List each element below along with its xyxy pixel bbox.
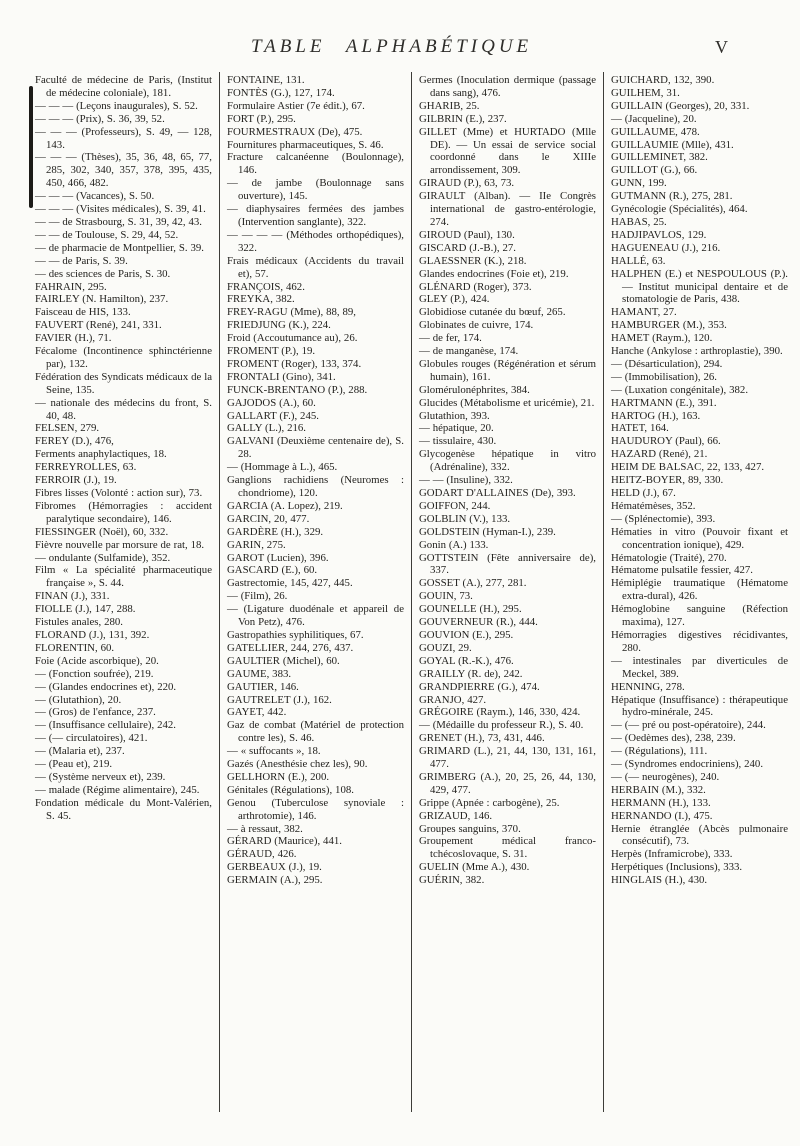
index-entry: GOIFFON, 244.	[419, 499, 491, 512]
index-entry: — (Oedèmes des), 238, 239.	[611, 732, 736, 745]
index-entry: GILBRIN (E.), 237.	[419, 112, 507, 125]
index-entry: GOSSET (A.), 277, 281.	[419, 577, 527, 590]
index-entry: GATELLIER, 244, 276, 437.	[227, 641, 354, 654]
index-entry: Gastropathies syphilitiques, 67.	[227, 628, 364, 641]
index-entry: Hanche (Ankylose : arthroplastie), 390.	[611, 345, 783, 358]
index-entry: HATET, 164.	[611, 422, 669, 435]
index-entry: — (Jacqueline), 20.	[611, 112, 697, 125]
index-entry: FLORAND (J.), 131, 392.	[35, 628, 150, 641]
index-entry: Grippe (Apnée : carbogène), 25.	[419, 796, 560, 809]
index-entry: — (Gros) de l'enfance, 237.	[35, 706, 156, 719]
index-entry: FRONTALI (Gino), 341.	[227, 370, 336, 383]
index-entry: — (Glutathion), 20.	[35, 693, 122, 706]
index-entry: Frais médicaux (Accidents du travail et), 57.	[227, 254, 404, 280]
index-entry: GLEY (P.), 424.	[419, 293, 490, 306]
index-entry: GODART D'ALLAINES (De), 393.	[419, 487, 576, 499]
index-entry: FAVIER (H.), 71.	[35, 332, 112, 345]
index-entry: Ganglions rachidiens (Neuromes : chondriome), 120.	[227, 474, 404, 499]
index-entry: — de fer, 174.	[419, 332, 482, 345]
index-entry: — à ressaut, 382.	[227, 822, 303, 835]
index-entry: GASCARD (E.), 60.	[227, 564, 318, 577]
index-entry: GAULTIER (Michel), 60.	[227, 654, 340, 667]
index-entry: FELSEN, 279.	[35, 422, 100, 435]
index-entry: Fibromes (Hémorragies : accident paralytique secondaire), 146.	[35, 499, 212, 525]
index-entry: HAMET (Raym.), 120.	[611, 332, 713, 345]
index-entry: FREY-RAGU (Mme), 88, 89,	[227, 306, 356, 319]
index-entry: HALLÉ, 63.	[611, 254, 666, 267]
index-entry: GRANDPIERRE (G.), 474.	[419, 680, 540, 693]
index-entry: — (Désarticulation), 294.	[611, 357, 723, 370]
index-entry: FERROIR (J.), 19.	[35, 474, 117, 487]
index-entry: GAROT (Lucien), 396.	[227, 551, 329, 564]
index-entry: GERMAIN (A.), 295.	[227, 874, 323, 887]
index-entry: Hémiplégie traumatique (Hématome extra-dural), 426.	[611, 577, 788, 603]
index-entry: — (Fonction soufrée), 219.	[35, 667, 154, 680]
index-entry: GUILHEM, 31.	[611, 86, 680, 99]
index-entry: GIRAULT (Alban). — IIe Congrès international de gastro-entérologie, 274.	[419, 190, 596, 228]
index-entry: — — — (Vacances), S. 50.	[35, 190, 155, 203]
index-entry: FRIEDJUNG (K.), 224.	[227, 319, 331, 332]
index-entry: FONTÈS (G.), 127, 174.	[227, 86, 335, 99]
index-entry: GRANJO, 427.	[419, 693, 487, 706]
index-entry: GLAESSNER (K.), 218.	[419, 254, 527, 267]
index-entry: HAMBURGER (M.), 353.	[611, 319, 727, 332]
index-entry: HERMANN (H.), 133.	[611, 796, 711, 809]
index-entry: Fournitures pharmaceutiques, S. 46.	[227, 138, 384, 151]
index-entry: — — de Strasbourg, S. 31, 39, 42, 43.	[35, 215, 202, 228]
index-entry: — (Syndromes endocriniens), 240.	[611, 758, 764, 771]
index-entry: HEITZ-BOYER, 89, 330.	[611, 474, 724, 487]
index-entry: GAUME, 383.	[227, 667, 292, 680]
index-entry: Glomérulonéphrites, 384.	[419, 383, 530, 396]
index-entry: HAGUENEAU (J.), 216.	[611, 241, 721, 254]
index-entry: Formulaire Astier (7e édit.), 67.	[227, 99, 365, 112]
index-entry: — de jambe (Boulonnage sans ouverture), 145.	[227, 177, 404, 203]
index-entry: Genou (Tuberculose synoviale : arthrotomie), 146.	[227, 796, 404, 822]
index-entry: Ferments anaphylactiques, 18.	[35, 448, 167, 461]
index-entry: Globinates de cuivre, 174.	[419, 319, 534, 332]
index-entry: — intestinales par diverticules de Meckel, 389.	[611, 654, 788, 680]
index-entry: — — — (Leçons inaugurales), S. 52.	[35, 99, 198, 112]
page-title: TABLE ALPHABÉTIQUE	[250, 36, 533, 57]
index-entry: FINAN (J.), 331.	[35, 590, 110, 603]
index-entry: Hernie étranglée (Abcès pulmonaire consécutif), 73.	[611, 822, 788, 848]
index-entry: Globules rouges (Régénération et sérum humain), 161.	[419, 357, 596, 383]
index-entry: — de pharmacie de Montpellier, S. 39.	[35, 241, 204, 254]
index-entry: — malade (Régime alimentaire), 245.	[35, 783, 200, 796]
index-entry: — — de Toulouse, S. 29, 44, 52.	[35, 228, 179, 241]
index-entry: — (Malaria et), 237.	[35, 745, 125, 758]
index-entry: Génitales (Régulations), 108.	[227, 783, 354, 796]
index-entry: FIOLLE (J.), 147, 288.	[35, 603, 136, 616]
index-entry: HABAS, 25.	[611, 215, 667, 228]
index-entry: — (— pré ou post-opératoire), 244.	[611, 719, 766, 732]
index-entry: Hématologie (Traité), 270.	[611, 551, 727, 564]
index-entry: — (Peau et), 219.	[35, 758, 113, 771]
index-entry: — (— neurogènes), 240.	[611, 770, 720, 783]
index-entry: GOLDSTEIN (Hyman-I.), 239.	[419, 525, 556, 538]
index-entry: Film « La spécialité pharmaceutique française », S. 44.	[35, 564, 212, 590]
index-entry: — (Régulations), 111.	[611, 745, 708, 758]
index-entry: Gastrectomie, 145, 427, 445.	[227, 577, 353, 590]
index-entry: FORT (P.), 295.	[227, 112, 296, 125]
index-entry: GRIZAUD, 146.	[419, 809, 493, 822]
index-entry: Fédération des Syndicats médicaux de la Seine, 135.	[35, 370, 212, 396]
index-entry: — (Système nerveux et), 239.	[35, 770, 166, 783]
index-column	[603, 72, 795, 1112]
index-entry: GARDÈRE (H.), 329.	[227, 525, 324, 538]
index-entry: GARIN, 275.	[227, 538, 286, 551]
index-entry: GARCIA (A. Lopez), 219.	[227, 499, 343, 512]
index-entry: Glucides (Métabolisme et uricémie), 21.	[419, 396, 595, 409]
index-entry: GLÉNARD (Roger), 373.	[419, 280, 532, 293]
index-entry: GIROUD (Paul), 130.	[419, 228, 515, 241]
index-entry: GILLET (Mme) et HURTADO (Mlle DE). — Un essai de service social coordonné dans le XIIIe arrondissement, 309.	[419, 125, 596, 177]
index-entry: GALVANI (Deuxième centenaire de), S. 28.	[227, 435, 404, 461]
index-entry: HERNANDO (I.), 475.	[611, 809, 713, 822]
index-entry: Fécalome (Incontinence sphinctérienne par), 132.	[35, 345, 212, 370]
index-entry: GUÉRIN, 382.	[419, 874, 485, 887]
index-entry: — ondulante (Sulfamide), 352.	[35, 551, 171, 564]
index-entry: HARTMANN (E.), 391.	[611, 396, 717, 409]
index-entry: GRIMBERG (A.), 20, 25, 26, 44, 130, 429, 477.	[419, 770, 596, 796]
index-entry: HENNING, 278.	[611, 680, 685, 693]
index-entry: GOUVERNEUR (R.), 444.	[419, 616, 538, 629]
index-entry: FONTAINE, 131.	[227, 74, 305, 86]
index-entry: Groupement médical franco-tchécoslovaque, S. 31.	[419, 835, 596, 861]
index-entry: GUILLAIN (Georges), 20, 331.	[611, 99, 750, 112]
index-entry: GAUTRELET (J.), 162.	[227, 693, 332, 706]
index-entry: GOLBLIN (V.), 133.	[419, 512, 511, 525]
index-entry: FAUVERT (René), 241, 331.	[35, 319, 162, 332]
index-entry: Gaz de combat (Matériel de protection contre les), S. 46.	[227, 719, 404, 745]
index-entry: HEIM DE BALSAC, 22, 133, 427.	[611, 461, 765, 474]
index-entry: HERBAIN (M.), 332.	[611, 783, 706, 796]
page-number: V	[715, 37, 728, 57]
index-entry: Herpétiques (Inclusions), 333.	[611, 861, 743, 874]
index-entry: HAMANT, 27.	[611, 306, 677, 319]
index-entry: — (Insuffisance cellulaire), 242.	[35, 719, 177, 732]
index-entry: — « suffocants », 18.	[227, 745, 321, 758]
index-column	[33, 72, 219, 1112]
index-entry: GOUVION (E.), 295.	[419, 628, 514, 641]
index-entry: Germes (Inoculation dermique (passage dans sang), 476.	[419, 74, 596, 99]
index-entry: — — — (Thèses), 35, 36, 48, 65, 77, 285, 302, 340, 357, 378, 395, 435, 450, 466, 482.	[35, 151, 212, 190]
index-entry: Glutathion, 393.	[419, 409, 490, 422]
index-entry: Faculté de médecine de Paris, (Institut de médecine coloniale), 181.	[35, 74, 212, 99]
index-entry: Gazés (Anesthésie chez les), 90.	[227, 758, 368, 771]
index-column	[219, 72, 411, 1112]
index-entry: GUTMANN (R.), 275, 281.	[611, 190, 733, 203]
index-entry: — — — (Visites médicales), S. 39, 41.	[35, 203, 206, 216]
index-entry: Fibres lisses (Volonté : action sur), 73.	[35, 487, 203, 499]
index-entry: HAZARD (René), 21.	[611, 448, 708, 461]
index-entry: HAUDUROY (Paul), 66.	[611, 435, 721, 448]
index-entry: FAHRAIN, 295.	[35, 280, 107, 293]
index-entry: — (Hommage à L.), 465.	[227, 461, 338, 474]
index-entry: GUILLAUME, 478.	[611, 125, 700, 138]
index-entry: FUNCK-BRENTANO (P.), 288.	[227, 383, 368, 396]
index-entry: GAUTIER, 146.	[227, 680, 299, 693]
index-entry: HARTOG (H.), 163.	[611, 409, 701, 422]
index-entry: — (— circulatoires), 421.	[35, 732, 148, 745]
index-entry: FLORENTIN, 60.	[35, 641, 115, 654]
index-entry: HELD (J.), 67.	[611, 487, 676, 499]
index-entry: Foie (Acide ascorbique), 20.	[35, 654, 159, 667]
index-entry: HINGLAIS (H.), 430.	[611, 874, 708, 887]
index-entry: Gynécologie (Spécialités), 464.	[611, 203, 748, 216]
index-entry: — des sciences de Paris, S. 30.	[35, 267, 171, 280]
index-entry: Groupes sanguins, 370.	[419, 822, 521, 835]
index-entry: FIESSINGER (Noël), 60, 332.	[35, 525, 169, 538]
index-entry: FROMENT (Roger), 133, 374.	[227, 357, 362, 370]
index-columns	[33, 72, 795, 1112]
index-entry: Herpès (Inframicrobe), 333.	[611, 848, 733, 861]
index-entry: — — (Insuline), 332.	[419, 474, 513, 487]
index-entry: Hémoglobine sanguine (Réfection maxima), 127.	[611, 603, 788, 629]
index-entry: — de manganèse, 174.	[419, 345, 519, 358]
index-entry: Glandes endocrines (Foie et), 219.	[419, 267, 569, 280]
index-entry: Hémorragies digestives récidivantes, 280.	[611, 628, 788, 654]
index-entry: GAYET, 442.	[227, 706, 287, 719]
index-entry: — — de Paris, S. 39.	[35, 254, 128, 267]
index-entry: FEREY (D.), 476,	[35, 435, 114, 448]
index-entry: — nationale des médecins du front, S. 40, 48.	[35, 396, 212, 422]
index-entry: GRENET (H.), 73, 431, 446.	[419, 732, 545, 745]
index-entry: GOUZI, 29.	[419, 641, 472, 654]
index-entry: FREYKA, 382.	[227, 293, 295, 306]
index-column	[411, 72, 603, 1112]
index-entry: — (Ligature duodénale et appareil de Von Petz), 476.	[227, 603, 404, 629]
index-entry: — tissulaire, 430.	[419, 435, 497, 448]
page-header	[0, 36, 800, 66]
index-entry: Faisceau de HIS, 133.	[35, 306, 131, 319]
index-entry: — (Film), 26.	[227, 590, 288, 603]
index-entry: — — — (Prix), S. 36, 39, 52.	[35, 112, 165, 125]
index-entry: Fracture calcanéenne (Boulonnage), 146.	[227, 151, 404, 177]
index-entry: GUILLAUMIE (Mlle), 431.	[611, 138, 734, 151]
index-entry: FRANÇOIS, 462.	[227, 280, 305, 293]
index-entry: GUELIN (Mme A.), 430.	[419, 861, 530, 874]
index-entry: GOYAL (R.-K.), 476.	[419, 654, 514, 667]
index-entry: — (Immobilisation), 26.	[611, 370, 717, 383]
index-entry: GAJODOS (A.), 60.	[227, 396, 316, 409]
index-entry: — — — (Professeurs), S. 49, — 128, 143.	[35, 125, 212, 151]
index-entry: Globidiose cutanée du bœuf, 265.	[419, 306, 566, 319]
index-entry: GÉRARD (Maurice), 441.	[227, 835, 342, 848]
index-entry: GUILLEMINET, 382.	[611, 151, 708, 164]
index-entry: GISCARD (J.-B.), 27.	[419, 241, 516, 254]
index-entry: GUILLOT (G.), 66.	[611, 164, 698, 177]
index-entry: HADJIPAVLOS, 129.	[611, 228, 707, 241]
index-entry: — (Glandes endocrines et), 220.	[35, 680, 177, 693]
index-entry: Hématies in vitro (Pouvoir fixant et concentration ionique), 429.	[611, 525, 788, 551]
index-entry: GIRAUD (P.), 63, 73.	[419, 177, 515, 190]
index-entry: Gonin (A.) 133.	[419, 538, 489, 551]
index-entry: FROMENT (P.), 19.	[227, 345, 316, 358]
index-entry: — diaphysaires fermées des jambes (Intervention sanglante), 322.	[227, 203, 404, 228]
index-entry: — (Splénectomie), 393.	[611, 512, 716, 525]
index-entry: GARCIN, 20, 477.	[227, 512, 310, 525]
index-entry: — hépatique, 20.	[419, 422, 494, 435]
index-entry: — — — — (Méthodes orthopédiques), 322.	[227, 228, 404, 254]
index-entry: GÉRAUD, 426.	[227, 848, 297, 861]
index-entry: GUICHARD, 132, 390.	[611, 74, 715, 86]
index-entry: Fièvre nouvelle par morsure de rat, 18.	[35, 538, 205, 551]
index-entry: GUNN, 199.	[611, 177, 667, 190]
index-entry: FERREYROLLES, 63.	[35, 461, 137, 474]
index-entry: GRAILLY (R. de), 242.	[419, 667, 523, 680]
index-entry: GOUIN, 73.	[419, 590, 473, 603]
index-entry: Hépatique (Insuffisance) : thérapeutique hydro-minérale, 245.	[611, 693, 788, 719]
index-entry: FAIRLEY (N. Hamilton), 237.	[35, 293, 169, 306]
index-entry: Glycogenèse hépatique in vitro (Adrénaline), 332.	[419, 448, 596, 474]
index-entry: — (Luxation congénitale), 382.	[611, 383, 749, 396]
index-entry: Froid (Accoutumance au), 26.	[227, 332, 358, 345]
index-entry: GOUNELLE (H.), 295.	[419, 603, 522, 616]
index-entry: GHARIB, 25.	[419, 99, 480, 112]
index-entry: GOTTSTEIN (Fête anniversaire de), 337.	[419, 551, 596, 577]
index-entry: FOURMESTRAUX (De), 475.	[227, 125, 363, 138]
index-entry: GRÉGOIRE (Raym.), 146, 330, 424.	[419, 706, 581, 719]
index-entry: Fistules anales, 280.	[35, 616, 123, 629]
index-entry: HALPHEN (E.) et NESPOULOUS (P.). — Institut municipal dentaire et de stomatologie de Paris, 438.	[611, 267, 788, 306]
index-entry: GERBEAUX (J.), 19.	[227, 861, 322, 874]
index-entry: Hématome pulsatile fessier, 427.	[611, 564, 753, 577]
index-entry: — (Médaille du professeur R.), S. 40.	[419, 719, 584, 732]
index-entry: Fondation médicale du Mont-Valérien, S. 45.	[35, 796, 212, 822]
index-entry: GRIMARD (L.), 21, 44, 130, 131, 161, 477.	[419, 745, 596, 771]
index-entry: GELLHORN (E.), 200.	[227, 770, 330, 783]
index-entry: GALLY (L.), 216.	[227, 422, 306, 435]
index-entry: GALLART (F.), 245.	[227, 409, 319, 422]
index-entry: Hématémèses, 352.	[611, 499, 696, 512]
